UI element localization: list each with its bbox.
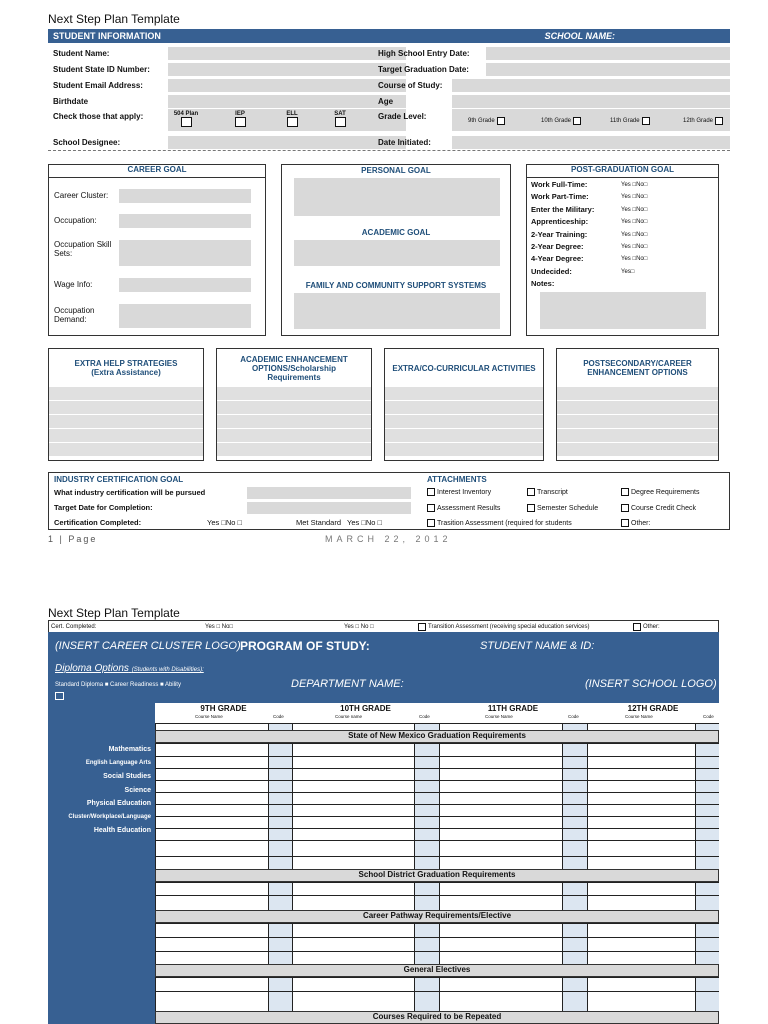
- extracurricular-title: EXTRA/CO-CURRICULAR ACTIVITIES: [392, 363, 536, 373]
- info-row-3: [48, 77, 730, 93]
- pg-item-opts[interactable]: Yes □No□: [621, 182, 648, 188]
- extracurricular-box: [384, 348, 544, 461]
- designee-label: School Designee:: [53, 137, 121, 147]
- grade-10-header: 10TH GRADE: [340, 704, 391, 713]
- pg-item[interactable]: [531, 241, 717, 253]
- att-credit-checkbox[interactable]: [621, 504, 629, 512]
- extra-help-box: [48, 348, 204, 461]
- notes-label: Notes:: [531, 279, 555, 289]
- career-goal-box: [48, 164, 266, 336]
- att-other-label: Other:: [631, 519, 651, 527]
- school-name-label: SCHOOL NAME:: [544, 31, 615, 41]
- checkbox-ell[interactable]: [287, 117, 298, 127]
- col-course-10: Course name: [335, 714, 363, 719]
- diploma-sub: (Students with Disabilities):: [131, 667, 204, 673]
- wage-info-label: Wage Info:: [54, 280, 93, 289]
- course-grid: [155, 723, 719, 1024]
- diploma-options: [55, 663, 204, 674]
- course-study-label: Course of Study:: [378, 80, 443, 90]
- career-cluster-label: Career Cluster:: [54, 191, 109, 200]
- check-apply-label: Check those that apply:: [53, 112, 144, 121]
- occ-demand-field[interactable]: [119, 304, 251, 328]
- info-row-2: [48, 61, 730, 77]
- postsecondary-line[interactable]: [557, 443, 718, 457]
- grade-10[interactable]: [541, 117, 581, 125]
- industry-title: INDUSTRY CERTIFICATION GOAL: [54, 475, 184, 484]
- age-label: Age: [378, 96, 394, 106]
- family-support-title: FAMILY AND COMMUNITY SUPPORT SYSTEMS: [305, 281, 487, 290]
- grade-level-label: Grade Level:: [378, 112, 427, 121]
- att-interest[interactable]: [427, 488, 491, 496]
- pg-item-label: Work Full-Time:: [531, 180, 588, 189]
- info-row-1: [48, 45, 730, 61]
- hs-entry-field[interactable]: [486, 47, 730, 60]
- academic-enh-line[interactable]: [217, 415, 371, 429]
- subject-item: English Language Arts: [85, 759, 151, 766]
- extra-help-line[interactable]: [49, 429, 203, 443]
- att-credit-label: Course Credit Check: [631, 504, 696, 512]
- diploma-opts[interactable]: Standard Diploma ■ Career Readiness ■ Ability: [55, 682, 181, 688]
- pg-item[interactable]: [531, 266, 717, 278]
- extra-help-line[interactable]: [49, 387, 203, 401]
- check-sat[interactable]: [330, 111, 350, 129]
- diploma-label: Diploma Options: [55, 663, 129, 674]
- att-transcript-checkbox[interactable]: [527, 488, 535, 496]
- other-label: Other:: [643, 623, 660, 630]
- pg-item-label: 2-Year Training:: [531, 229, 588, 239]
- check-sat-label: SAT: [334, 111, 346, 117]
- pg-item-opts[interactable]: Yes □No□: [621, 206, 648, 213]
- student-name-label: Student Name:: [53, 48, 110, 58]
- att-other-checkbox[interactable]: [621, 519, 629, 527]
- col-course-11: Course Name: [485, 714, 513, 719]
- email-label: Student Email Address:: [53, 80, 143, 90]
- subject-item: Mathematics: [108, 746, 151, 753]
- att-transition-checkbox[interactable]: [427, 519, 435, 527]
- attachments-title: ATTACHMENTS: [427, 475, 487, 484]
- age-field[interactable]: [452, 95, 730, 108]
- grade-10-checkbox[interactable]: [573, 117, 581, 125]
- occ-demand-label: Occupation Demand:: [54, 306, 95, 324]
- pg-item-label: Work Part-Time:: [531, 192, 589, 202]
- check-504-label: 504 Plan: [173, 111, 199, 117]
- check-iep-label: IEP: [235, 111, 245, 117]
- info-row-checks: [48, 109, 730, 133]
- birthdate-label: Birthdate: [53, 96, 89, 106]
- grade-11-checkbox[interactable]: [642, 117, 650, 125]
- pg-item-opts[interactable]: Yes□: [621, 268, 635, 275]
- pg-item-opts[interactable]: Yes □No□: [621, 219, 648, 226]
- section-repeated: Courses Required to be Repeated: [155, 1011, 719, 1024]
- att-credit[interactable]: [621, 504, 696, 512]
- pg-item[interactable]: [531, 229, 717, 241]
- pg-item-opts[interactable]: Yes □No□: [621, 231, 648, 238]
- academic-goal-title: ACADEMIC GOAL: [361, 228, 431, 237]
- personal-goal-box: [281, 164, 511, 336]
- grade-9-header: 9TH GRADE: [200, 704, 247, 713]
- page-title: Next Step Plan Template: [48, 12, 180, 26]
- notes-field[interactable]: [540, 292, 706, 329]
- academic-enh-box: [216, 348, 372, 461]
- academic-enh-line[interactable]: [217, 429, 371, 443]
- section-state: State of New Mexico Graduation Requirements: [155, 730, 719, 743]
- att-degree-label: Degree Requirements: [631, 488, 700, 496]
- postsecondary-title: POSTSECONDARY/CAREER ENHANCEMENT OPTIONS: [583, 359, 692, 377]
- att-transcript-label: Transcript: [537, 488, 568, 496]
- col-code-11: Code: [568, 714, 579, 719]
- date-initiated-field[interactable]: [452, 136, 730, 149]
- other-item[interactable]: [633, 623, 660, 631]
- industry-box: [48, 472, 730, 530]
- pg-item-opts[interactable]: Yes □No□: [621, 244, 648, 251]
- col-course-12: Course Name: [625, 714, 653, 719]
- email-field[interactable]: [168, 79, 406, 92]
- info-row-6: [48, 134, 730, 151]
- subject-item: Cluster/Workplace/Language: [68, 813, 151, 820]
- checkbox-504[interactable]: [181, 117, 192, 127]
- personal-goal-field[interactable]: [294, 178, 500, 216]
- student-info-header: [48, 29, 730, 43]
- footer-date: MARCH 22, 2012: [325, 534, 452, 544]
- hs-entry-label: High School Entry Date:: [378, 48, 470, 58]
- att-assessment-label: Assessment Results: [437, 504, 501, 512]
- section-general: General Electives: [155, 964, 719, 977]
- grade-11-label: 11th Grade: [610, 118, 640, 124]
- industry-q2: Target Date for Completion:: [54, 503, 153, 512]
- col-course-9: Course Name: [195, 714, 223, 719]
- grade-11[interactable]: [610, 117, 650, 125]
- pg-item[interactable]: [531, 253, 717, 265]
- skill-sets-label: Occupation Skill Sets:: [54, 240, 112, 258]
- att-semester[interactable]: [527, 504, 598, 512]
- subject-list: [48, 743, 151, 838]
- career-cluster-field[interactable]: [119, 189, 251, 203]
- ability-checkbox[interactable]: [55, 692, 64, 700]
- pg-item[interactable]: [531, 204, 717, 216]
- academic-enh-title: ACADEMIC ENHANCEMENT OPTIONS/Scholarship Requirements: [240, 354, 348, 382]
- birthdate-field[interactable]: [168, 95, 406, 108]
- checkbox-iep[interactable]: [235, 117, 246, 127]
- pg-item-label: Undecided:: [531, 266, 572, 276]
- grade-12-label: 12th Grade: [683, 118, 714, 124]
- section-career: Career Pathway Requirements/Elective: [155, 910, 719, 923]
- att-interest-label: Interest Inventory: [437, 488, 492, 496]
- postsecondary-line[interactable]: [557, 429, 718, 443]
- extracurricular-line[interactable]: [385, 401, 543, 415]
- grade-9-checkbox[interactable]: [497, 117, 505, 125]
- grade-10-label: 10th Grade: [541, 118, 572, 124]
- skill-sets-field[interactable]: [119, 240, 251, 266]
- grade-12[interactable]: [683, 117, 723, 125]
- grade-9[interactable]: [468, 117, 505, 125]
- industry-q3: Certification Completed:: [54, 518, 142, 527]
- col-code-12: Code: [703, 714, 714, 719]
- postsecondary-line[interactable]: [557, 401, 718, 415]
- att-semester-checkbox[interactable]: [527, 504, 535, 512]
- check-ell-label: ELL: [286, 111, 298, 117]
- postsecondary-line[interactable]: [557, 387, 718, 401]
- state-id-field[interactable]: [168, 63, 406, 76]
- personal-goal-title: PERSONAL GOAL: [361, 166, 431, 175]
- subject-item: Physical Education: [86, 800, 151, 807]
- subject-item: Science: [124, 786, 151, 794]
- footer-page: 1 | Page: [48, 534, 98, 544]
- extracurricular-line[interactable]: [385, 429, 543, 443]
- extracurricular-line[interactable]: [385, 415, 543, 429]
- grade-header-row: [155, 703, 719, 723]
- pg-item-label: 4-Year Degree:: [531, 254, 584, 264]
- state-id-label: Student State ID Number:: [53, 64, 150, 74]
- post-grad-title: POST-GRADUATION GOAL: [527, 165, 718, 178]
- col-code-9: Code: [273, 714, 284, 719]
- department-label: DEPARTMENT NAME:: [291, 678, 404, 690]
- other-checkbox[interactable]: [633, 623, 641, 631]
- col-code-10: Code: [419, 714, 430, 719]
- cert-yesno-1[interactable]: Yes □ No□: [205, 623, 234, 630]
- page2-title: Next Step Plan Template: [48, 606, 180, 620]
- met-standard-label: Met Standard: [296, 518, 342, 527]
- att-other[interactable]: [621, 519, 650, 527]
- postsecondary-line[interactable]: [557, 415, 718, 429]
- subject-item: Health Education: [93, 827, 151, 834]
- academic-enh-line[interactable]: [217, 401, 371, 415]
- grad-date-field[interactable]: [486, 63, 730, 76]
- academic-enh-line[interactable]: [217, 387, 371, 401]
- grade-12-header: 12TH GRADE: [627, 704, 679, 713]
- school-logo-placeholder: (INSERT SCHOOL LOGO): [585, 678, 717, 690]
- designee-field[interactable]: [168, 136, 406, 149]
- grad-date-label: Target Graduation Date:: [378, 64, 469, 74]
- program-of-study-panel: [48, 632, 719, 1024]
- grade-11-header: 11TH GRADE: [487, 704, 539, 713]
- att-transcript[interactable]: [527, 488, 568, 496]
- att-assessment-checkbox[interactable]: [427, 504, 435, 512]
- att-transition-label: Trasition Assessment (required for students: [437, 519, 572, 527]
- career-logo-placeholder: (INSERT CAREER CLUSTER LOGO): [55, 640, 241, 652]
- date-initiated-label: Date Initiated:: [378, 137, 431, 147]
- transition-assess[interactable]: [418, 623, 590, 631]
- academic-goal-field[interactable]: [294, 240, 500, 266]
- check-iep[interactable]: [230, 111, 250, 129]
- industry-yesno[interactable]: Yes □No □: [207, 518, 243, 527]
- checkbox-sat[interactable]: [335, 117, 346, 127]
- student-name-id-label: STUDENT NAME & ID:: [480, 640, 595, 652]
- extra-help-line[interactable]: [49, 443, 203, 457]
- att-degree-checkbox[interactable]: [621, 488, 629, 496]
- att-assessment[interactable]: [427, 504, 500, 512]
- att-interest-checkbox[interactable]: [427, 488, 435, 496]
- pg-item-opts[interactable]: Yes □No□: [621, 256, 648, 263]
- cert-yesno-2[interactable]: Yes □ No □: [344, 623, 374, 630]
- pg-item-label: Apprenticeship:: [531, 217, 589, 227]
- wage-info-field[interactable]: [119, 278, 251, 292]
- academic-enh-line[interactable]: [217, 443, 371, 457]
- occupation-field[interactable]: [119, 214, 251, 228]
- transition-assess-checkbox[interactable]: [418, 623, 426, 631]
- grade-9-label: 9th Grade: [468, 118, 495, 124]
- occupation-label: Occupation:: [54, 216, 97, 225]
- career-goal-title: CAREER GOAL: [49, 165, 265, 178]
- extracurricular-line[interactable]: [385, 443, 543, 457]
- pg-item[interactable]: [531, 191, 717, 203]
- extra-help-title: EXTRA HELP STRATEGIES (Extra Assistance): [74, 359, 178, 377]
- extra-help-line[interactable]: [49, 401, 203, 415]
- col-heads: [155, 714, 719, 723]
- att-semester-label: Semester Schedule: [537, 504, 599, 512]
- program-label: PROGRAM OF STUDY:: [240, 639, 370, 653]
- extracurricular-line[interactable]: [385, 387, 543, 401]
- student-name-field[interactable]: [168, 47, 406, 60]
- grade-12-checkbox[interactable]: [715, 117, 723, 125]
- pg-item[interactable]: [531, 179, 717, 191]
- subject-item: Social Studies: [103, 773, 151, 780]
- post-grad-box: [526, 164, 719, 336]
- industry-q2-field[interactable]: [247, 502, 411, 514]
- postsecondary-box: [556, 348, 719, 461]
- att-degree[interactable]: [621, 488, 699, 496]
- info-row-4: [48, 93, 730, 109]
- met-standard-yesno[interactable]: Yes □No □: [347, 518, 383, 527]
- check-ell[interactable]: [282, 111, 302, 129]
- family-support-field[interactable]: [294, 293, 500, 329]
- cert-completed-label: Cert. Completed:: [51, 623, 97, 630]
- pg-item[interactable]: [531, 216, 717, 228]
- post-grad-list: [531, 179, 717, 291]
- extra-help-line[interactable]: [49, 415, 203, 429]
- pg-item-opts[interactable]: Yes □No□: [621, 194, 648, 201]
- industry-q1: What industry certification will be pursued: [54, 488, 206, 497]
- course-study-field[interactable]: [452, 79, 730, 92]
- industry-q1-field[interactable]: [247, 487, 411, 499]
- check-504[interactable]: [173, 111, 199, 129]
- att-transition[interactable]: [427, 519, 572, 527]
- pg-item-label: Enter the Military:: [531, 204, 595, 214]
- pg-item-label: 2-Year Degree:: [531, 242, 584, 252]
- student-info-title: STUDENT INFORMATION: [53, 31, 161, 41]
- section-district: School District Graduation Requirements: [155, 869, 719, 882]
- transition-assess-label: Transition Assessment (receiving special education services): [428, 623, 590, 630]
